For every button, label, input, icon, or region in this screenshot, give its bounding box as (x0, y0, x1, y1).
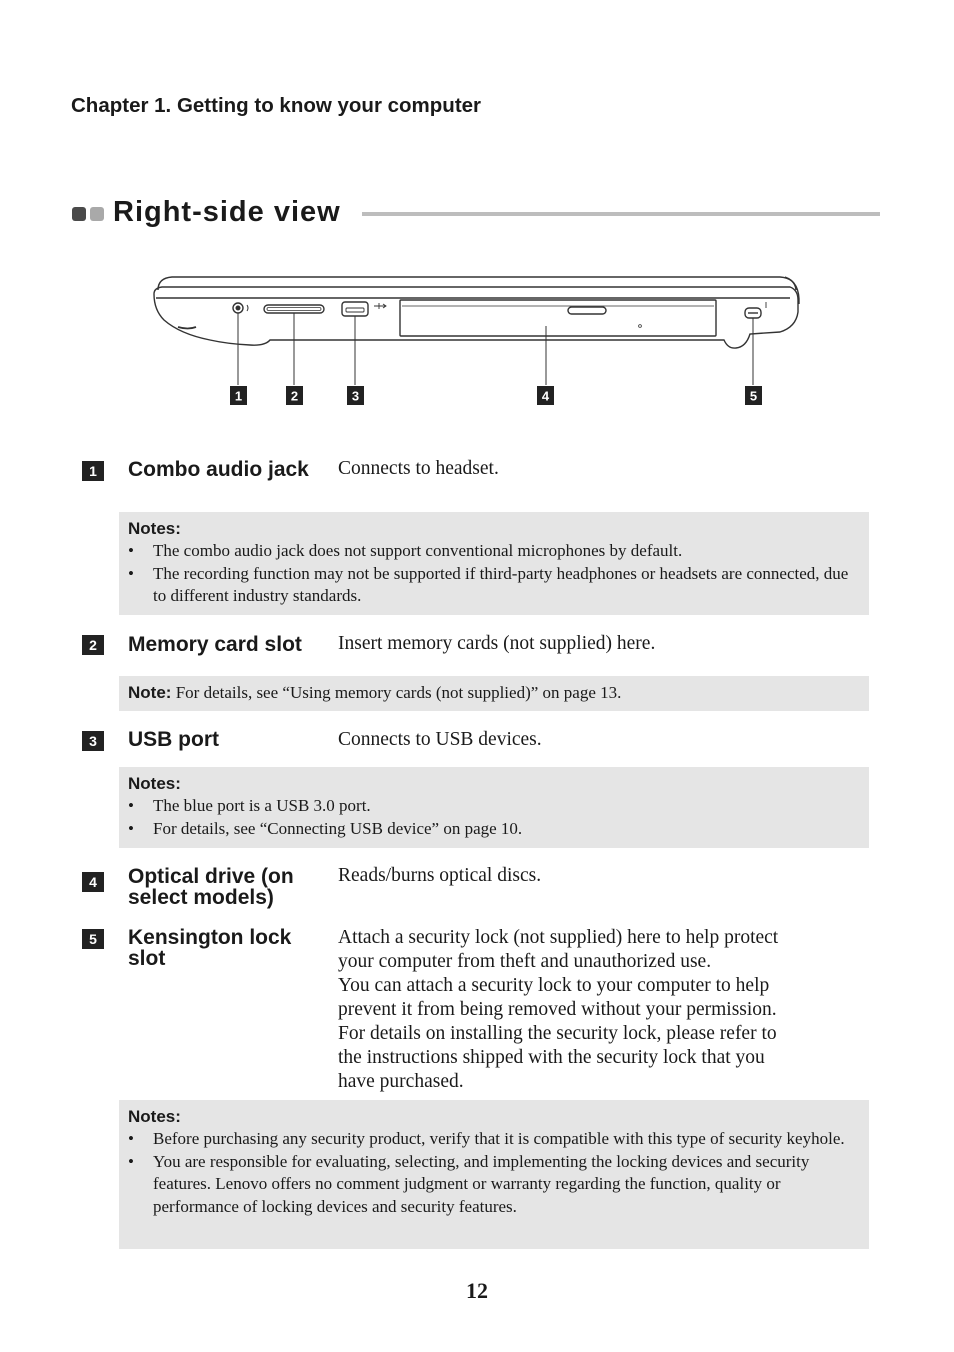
item-number-badge: 4 (82, 872, 104, 892)
item-description: Connects to headset. (338, 458, 499, 479)
section-rule (362, 212, 880, 216)
item-number-badge: 2 (82, 635, 104, 655)
item-number-badge: 5 (82, 929, 104, 949)
bullet-icon: • (128, 1151, 134, 1171)
callout-label: 4 (541, 388, 550, 404)
item-term: Optical drive (on select models) (128, 865, 294, 909)
notes-box-memory (119, 676, 869, 711)
item-description: Reads/burns optical discs. (338, 865, 542, 886)
item-number-badge: 3 (82, 731, 104, 751)
notes-box-usb (119, 767, 869, 848)
note-item: • Before purchasing any security product, verify that it is compatible with this type of security keyhole. (128, 1128, 859, 1151)
notes-heading: Notes: (128, 1107, 181, 1126)
laptop-lid (158, 277, 796, 290)
section-marker-dark (72, 207, 86, 221)
section-title: Right-side view (113, 196, 341, 228)
notes-box-lock (119, 1100, 869, 1249)
notes-box-audio (119, 512, 869, 615)
item-term: Memory card slot (128, 633, 302, 656)
laptop-right-side-illustration (150, 272, 810, 412)
item-term: Combo audio jack (128, 458, 309, 481)
bullet-icon: • (128, 563, 134, 583)
bullet-icon: • (128, 818, 134, 838)
memory-card-slot (264, 305, 324, 313)
notes-heading: Notes: (128, 519, 181, 538)
section-header (72, 196, 880, 232)
page-number: 12 (466, 1278, 488, 1303)
callout-label: 1 (234, 388, 243, 404)
optical-drive (400, 300, 716, 336)
note-item: • The blue port is a USB 3.0 port. (128, 795, 859, 818)
note-item: • For details, see “Connecting USB device” on page 10. (128, 818, 859, 841)
item-description: Attach a security lock (not supplied) here to help protect your computer from theft and unauthorized use. You can attach a security lock to your computer to help prevent it from being removed without your permission. For details on installing the security lock, please refer to the instructions shipped with the security lock that you have purchased. (338, 927, 779, 1092)
callout-label: 2 (290, 388, 299, 404)
note-item: • The recording function may not be supported if third-party headphones or headsets are connected, due to different industry standards. (128, 563, 849, 605)
callout-label: 5 (749, 388, 758, 404)
item-description: Connects to USB devices. (338, 729, 542, 750)
section-marker-light (90, 207, 104, 221)
note-item: • You are responsible for evaluating, selecting, and implementing the locking devices and security features. Lenovo offers no comment judgment or warranty regarding the function, quality or performance of locking devices and security features. (128, 1151, 810, 1216)
item-term: Kensington lock slot (128, 926, 292, 970)
callout-label: 3 (351, 388, 360, 404)
note-label: Note: (128, 683, 172, 702)
notes-heading: Notes: (128, 774, 181, 793)
bullet-icon: • (128, 541, 134, 560)
laptop-body-outline (154, 287, 798, 348)
chapter-title: Chapter 1. Getting to know your computer (71, 94, 482, 117)
bullet-icon: • (128, 796, 134, 815)
note-text: For details, see “Using memory cards (not supplied)” on page 13. (175, 683, 622, 702)
item-description: Insert memory cards (not supplied) here. (338, 633, 656, 654)
note-inline (128, 682, 859, 704)
item-number-badge: 1 (82, 461, 104, 481)
bullet-icon: • (128, 1129, 134, 1148)
note-item: • The combo audio jack does not support conventional microphones by default. (128, 540, 859, 563)
item-term: USB port (128, 728, 219, 751)
